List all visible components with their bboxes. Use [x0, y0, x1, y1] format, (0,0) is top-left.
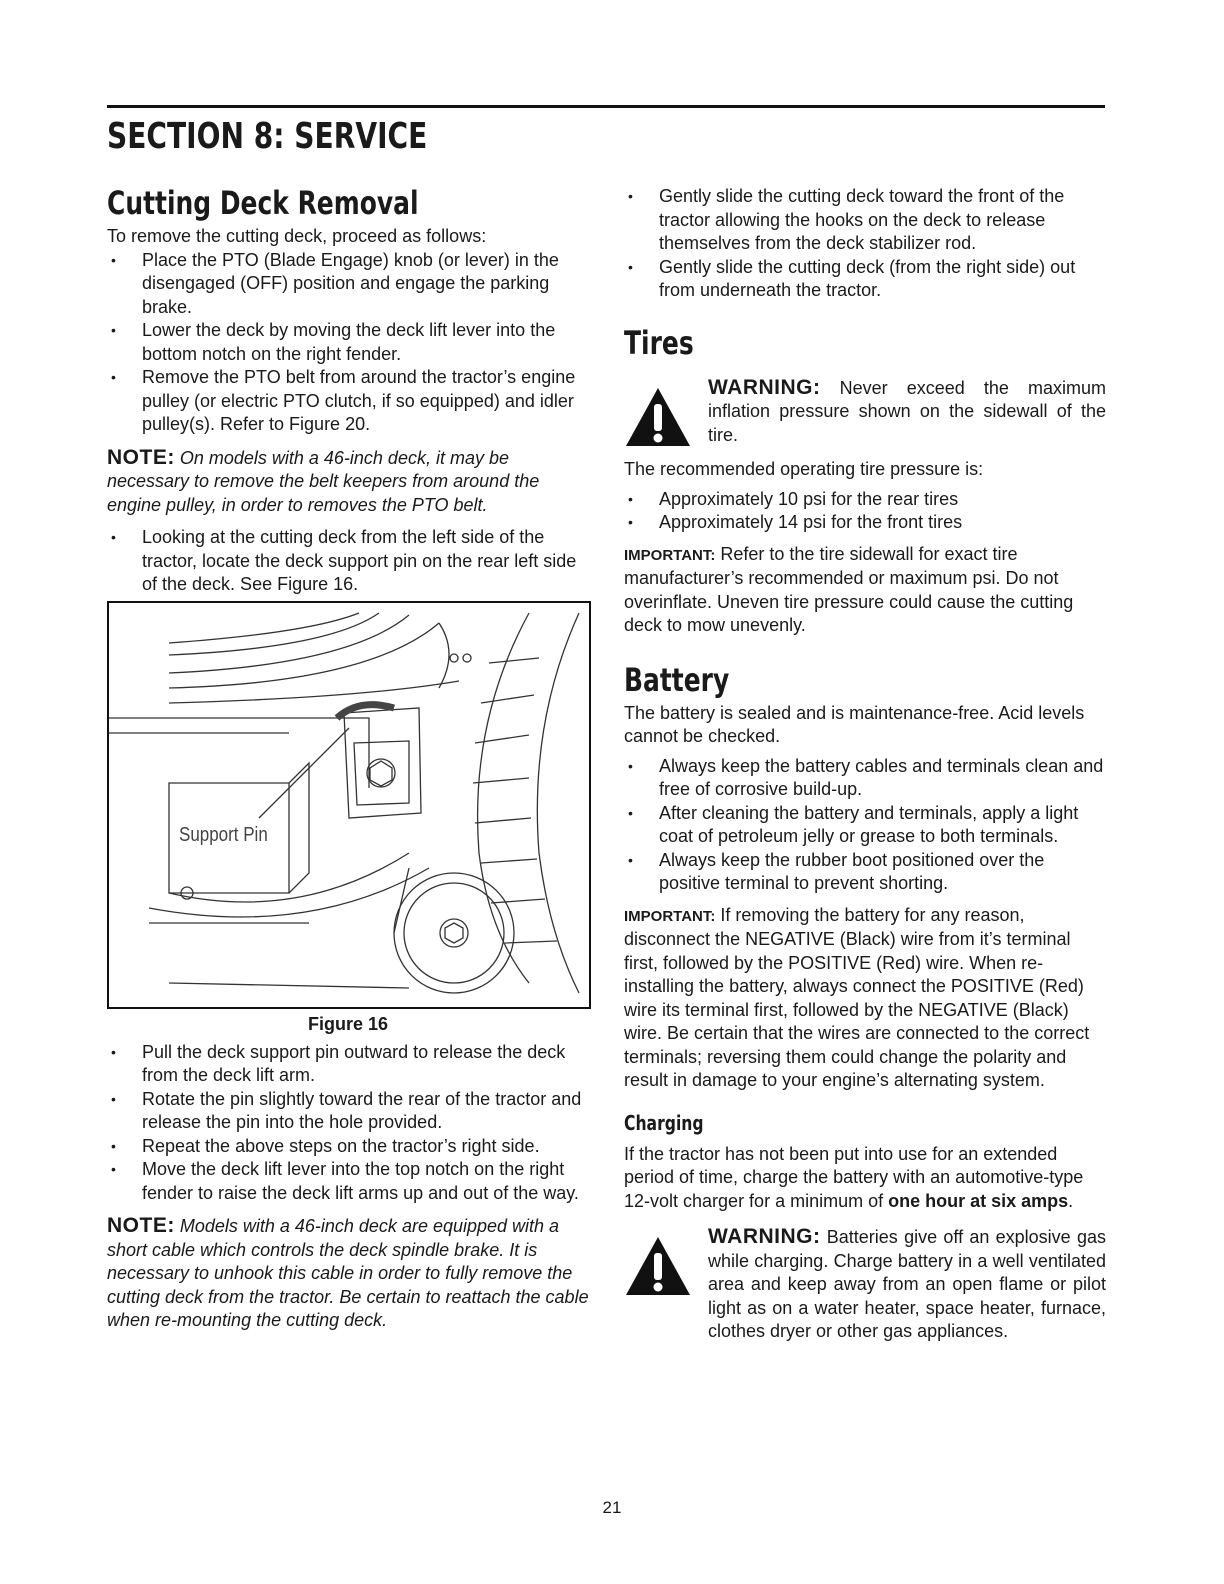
- list-item: • Place the PTO (Blade Engage) knob (or lever) in the disengaged (OFF) position and engage the parking brake.: [107, 249, 589, 320]
- warning-text: Never exceed the maximum inflation pressure shown on the sidewall of the tire.: [708, 377, 1106, 445]
- tires-important: [624, 543, 1106, 638]
- release-steps-list: [107, 1041, 589, 1206]
- list-item: • Repeat the above steps on the tractor’s right side.: [107, 1135, 589, 1159]
- battery-important: [624, 904, 1106, 1093]
- charging-duration: one hour at six amps: [888, 1190, 1069, 1211]
- important-label: IMPORTANT:: [624, 907, 716, 925]
- list-item: • Remove the PTO belt from around the tractor’s engine pulley (or electric PTO clutch, if so equipped) and idler pulley(s). Refer to Figure 20.: [107, 366, 589, 437]
- deck-support-pin-drawing: [109, 603, 589, 1007]
- list-item: • Approximately 10 psi for the rear tires: [624, 488, 1106, 512]
- warning-triangle-icon: [624, 386, 692, 448]
- note-46-inch-belt: [107, 446, 589, 518]
- note-label: NOTE:: [107, 445, 175, 469]
- warning-triangle-icon: [624, 1235, 692, 1297]
- tire-pressure-list: [624, 488, 1106, 535]
- charging-body: If the tractor has not been put into use for an extended period of time, charge the battery with an automotive-type 12-volt charger for a minimum of: [624, 1143, 1084, 1211]
- heading-charging: Charging: [624, 1110, 704, 1135]
- list-item: • Gently slide the cutting deck (from the right side) out from underneath the tractor.: [624, 256, 1106, 303]
- charging-text: [624, 1143, 1106, 1214]
- important-text: Refer to the tire sidewall for exact tire manufacturer’s recommended or maximum psi. Do not overinflate. Uneven tire pressure could cause the cutting deck to mow unevenly.: [624, 543, 1074, 635]
- warning-label: WARNING:: [708, 375, 821, 399]
- important-text: If removing the battery for any reason, disconnect the NEGATIVE (Black) wire from it’s terminal first, followed by the POSITIVE (Red) wire. When re-installing the battery, always connect the POSITIVE (Red) wire its terminal first, followed by the NEGATIVE (Black) wire. Be certain that the wires are connected to the correct terminals; reversing them could change the polarity and result in damage to your engine’s alternating system.: [624, 904, 1090, 1090]
- list-item: • After cleaning the battery and terminals, apply a light coat of petroleum jelly or grease to both terminals.: [624, 802, 1106, 849]
- left-column: [107, 185, 589, 1333]
- figure-16-illustration: [107, 601, 591, 1009]
- top-rule: [107, 105, 1105, 108]
- warning-text: Batteries give off an explosive gas while charging. Charge battery in a well ventilated area and keep away from an open flame or pilot light as on a water heater, space heater, furnace, clothes dryer or other gas appliances.: [708, 1227, 1106, 1341]
- list-item: • Approximately 14 psi for the front tires: [624, 511, 1106, 535]
- list-item: • Move the deck lift lever into the top notch on the right fender to raise the deck lift arms up and out of the way.: [107, 1158, 589, 1205]
- removal-steps-list: [107, 249, 589, 437]
- note-label: NOTE:: [107, 1214, 175, 1237]
- list-item: • Pull the deck support pin outward to release the deck from the deck lift arm.: [107, 1041, 589, 1088]
- battery-care-list: [624, 755, 1106, 896]
- list-item: • Always keep the rubber boot positioned over the positive terminal to prevent shorting.: [624, 849, 1106, 896]
- right-column: [624, 185, 1106, 1344]
- list-item: • Lower the deck by moving the deck lift lever into the bottom notch on the right fender.: [107, 319, 589, 366]
- list-item: • Looking at the cutting deck from the left side of the tractor, locate the deck support pin on the rear left side of the deck. See Figure 16.: [107, 526, 589, 597]
- important-label: IMPORTANT:: [624, 546, 716, 564]
- heading-tires: Tires: [624, 323, 694, 362]
- support-pin-label: Support Pin: [179, 822, 268, 845]
- list-item: • Always keep the battery cables and terminals clean and free of corrosive build-up.: [624, 755, 1106, 802]
- tires-warning-text: [708, 376, 1106, 448]
- section-title: SECTION 8: SERVICE: [107, 116, 428, 157]
- slide-deck-steps-list: [624, 185, 1106, 303]
- note-text: Models with a 46-inch deck are equipped with a short cable which controls the deck spindle brake. It is necessary to unhook this cable in order to fully remove the cutting deck from the tractor. Be certain to reattach the cable when re-mounting the cutting deck.: [107, 1216, 589, 1330]
- heading-cutting-deck-removal: Cutting Deck Removal: [107, 184, 419, 222]
- heading-battery: Battery: [624, 660, 730, 699]
- page-number: 21: [602, 1498, 622, 1517]
- charging-end: .: [1068, 1190, 1074, 1211]
- charging-warning: [624, 1225, 1106, 1344]
- tires-intro: The recommended operating tire pressure is:: [624, 459, 984, 479]
- intro-text: To remove the cutting deck, proceed as follows:: [107, 226, 487, 246]
- battery-intro: The battery is sealed and is maintenance-free. Acid levels cannot be checked.: [624, 702, 1085, 746]
- list-item: • Rotate the pin slightly toward the rear of the tractor and release the pin into the hole provided.: [107, 1088, 589, 1135]
- charging-warning-text: [708, 1225, 1106, 1344]
- warning-label: WARNING:: [708, 1225, 821, 1248]
- figure-caption: Figure 16: [307, 1013, 389, 1034]
- list-item: • Gently slide the cutting deck toward the front of the tractor allowing the hooks on the deck to release themselves from the deck stabilizer rod.: [624, 185, 1106, 256]
- note-text: On models with a 46-inch deck, it may be necessary to remove the belt keepers from around the engine pulley, in order to removes the PTO belt.: [107, 447, 540, 515]
- support-pin-steps-list: [107, 526, 589, 597]
- note-deck-spindle-brake: [107, 1214, 589, 1333]
- tires-warning: [624, 376, 1106, 448]
